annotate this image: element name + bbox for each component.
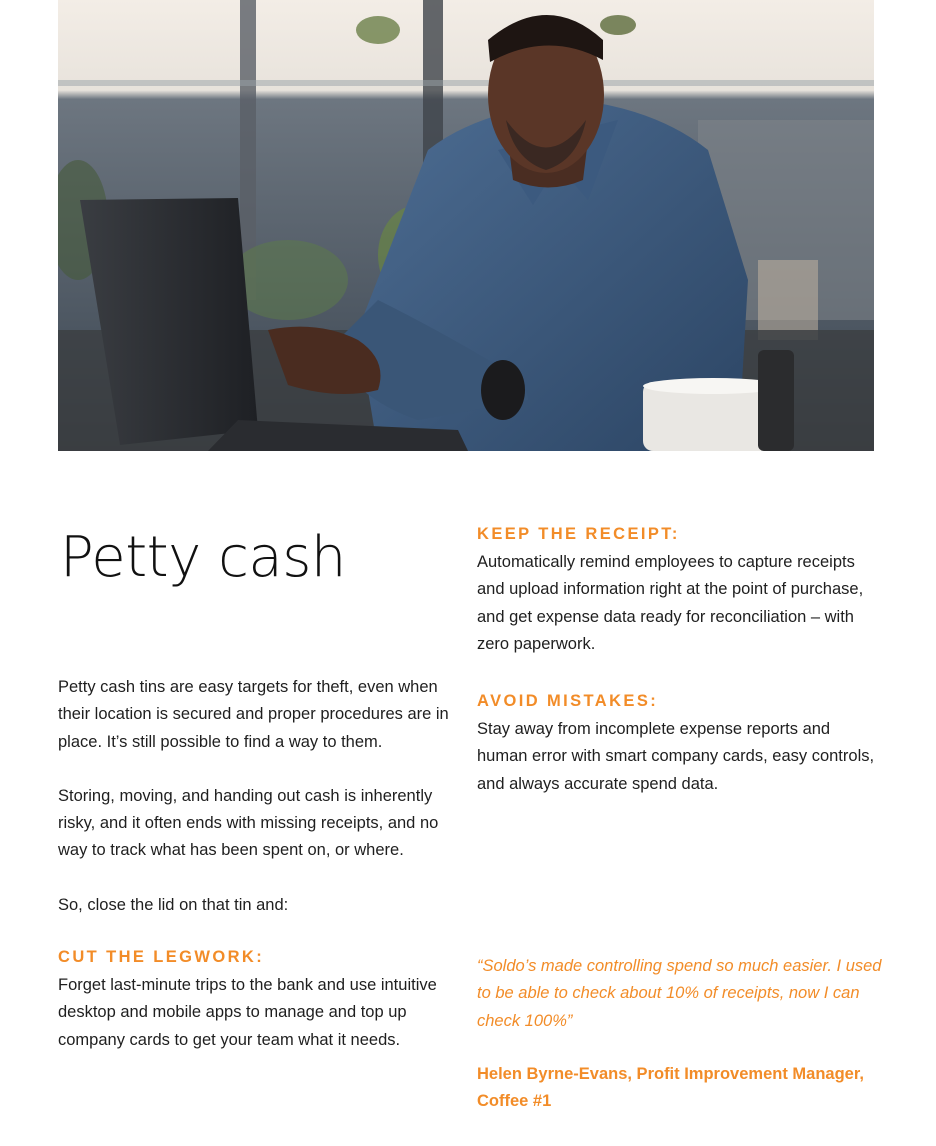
hero-photo	[58, 0, 874, 451]
left-column	[58, 518, 463, 1086]
page-title: Petty cash	[60, 525, 346, 590]
section-text: Automatically remind employees to capture receipts and upload information right at the point of purchase, and get expense data ready for reconciliation – with zero paperwork.	[477, 553, 864, 653]
man-with-laptop-illustration	[58, 0, 874, 451]
section-text: Stay away from incomplete expense reports and human error with smart company cards, easy controls, and always accurate spend data.	[477, 720, 875, 793]
section-heading: CUT THE LEGWORK:	[58, 948, 265, 967]
section-heading: AVOID MISTAKES:	[477, 692, 659, 711]
section-text: Forget last-minute trips to the bank and use intuitive desktop and mobile apps to manage and top up company cards to get your team what it needs.	[58, 976, 437, 1049]
intro-paragraph: So, close the lid on that tin and:	[58, 895, 289, 914]
intro-paragraph: Storing, moving, and handing out cash is inherently risky, and it often ends with missing receipts, and no way to track what has been spent on, or where.	[58, 786, 439, 860]
intro-paragraph: Petty cash tins are easy targets for theft, even when their location is secured and proper procedures are in place. It’s still possible to find a way to them.	[58, 678, 449, 751]
testimonial-attribution: Helen Byrne-Evans, Profit Improvement Manager, Coffee #1	[477, 1065, 864, 1111]
section-keep-receipt	[477, 523, 877, 658]
section-heading: KEEP THE RECEIPT:	[477, 525, 680, 543]
right-column	[477, 523, 877, 830]
section-avoid-mistakes	[477, 690, 877, 798]
testimonial-quote: “Soldo’s made controlling spend so much easier. I used to be able to check about 10% of receipts, now I can check 100%”	[477, 957, 882, 1030]
section-cut-legwork	[58, 946, 463, 1054]
